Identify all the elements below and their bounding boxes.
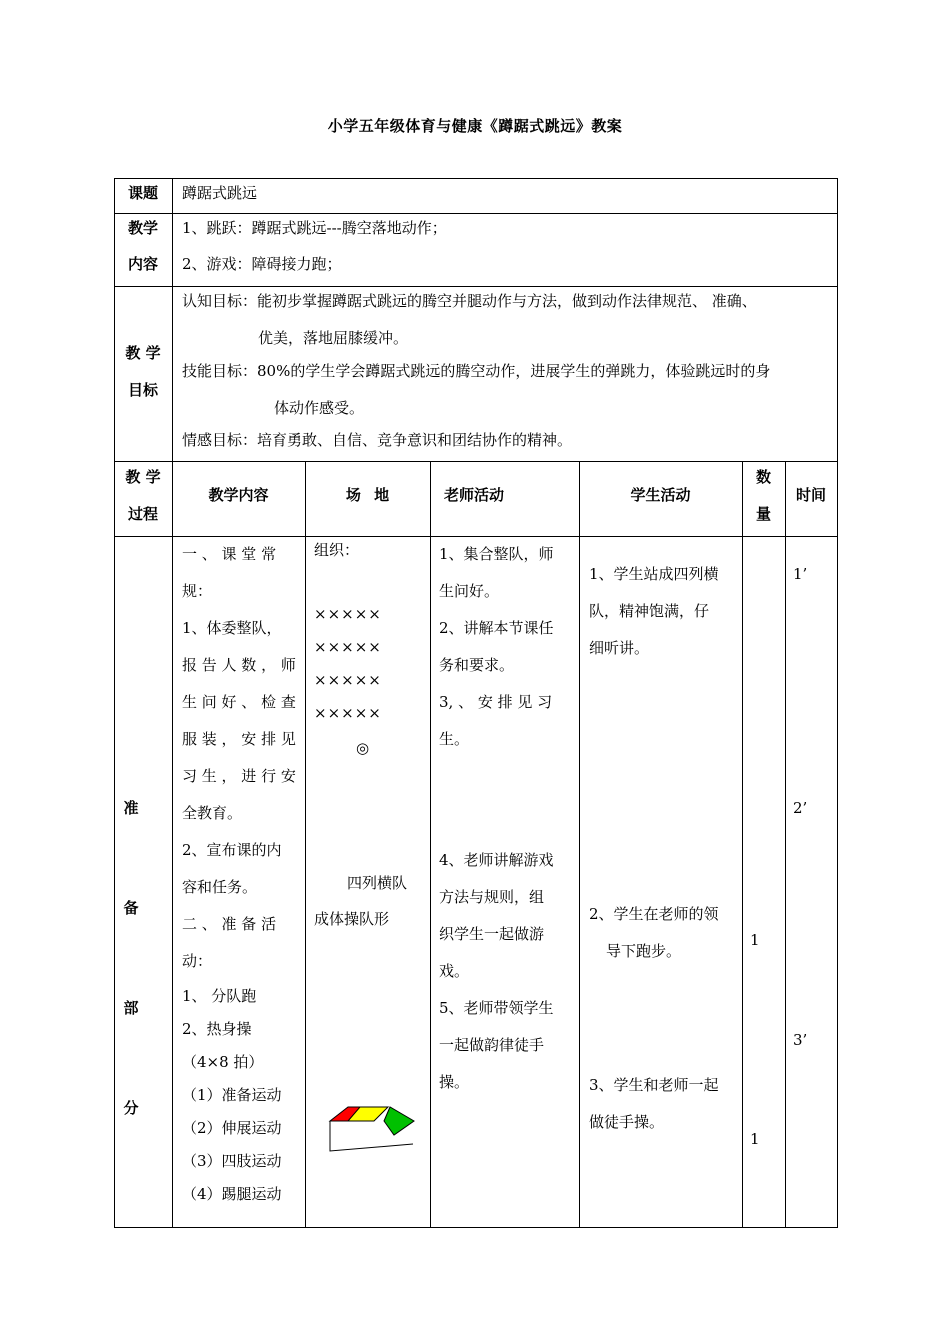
process-label: 教 学 (125, 468, 161, 486)
goals-label: 目标 (127, 381, 158, 399)
goal-skill: 技能目标：80%的学生学会蹲踞式跳远的腾空动作，进展学生的弹跳力，体验跳远时的身 (182, 362, 771, 380)
section-char: 分 (123, 1099, 139, 1117)
content-line: 1、 分队跑 (182, 987, 257, 1005)
table-rule (742, 461, 743, 1228)
formation-row: ××××× (314, 671, 382, 689)
jump-mat-icon (328, 1106, 418, 1158)
table-rule (305, 461, 306, 1228)
student-line: 队，精神饱满，仔 (589, 602, 710, 620)
col-header-venue: 场 地 (345, 486, 390, 504)
student-line: 3、学生和老师一起 (589, 1076, 719, 1094)
content-line: （1）准备运动 (182, 1086, 282, 1104)
teacher-line: 生问好。 (439, 582, 500, 600)
content-line: （4）踢腿运动 (182, 1185, 282, 1203)
teacher-line: 一起做韵律徒手 (439, 1036, 545, 1054)
content-line: （2）伸展运动 (182, 1119, 282, 1137)
topic-label: 课题 (127, 184, 158, 202)
content-line: 容和任务。 (182, 878, 258, 896)
goal-skill: 体动作感受。 (274, 399, 365, 417)
content-line: 2、宣布课的内 (182, 841, 282, 859)
time-value: 1’ (793, 565, 808, 583)
teacher-activities (439, 536, 554, 758)
teacher-line: 方法与规则，组 (439, 888, 545, 906)
lesson-plan-table (114, 178, 838, 1228)
content-line: 报 告 人 数 ， 师 (182, 656, 296, 674)
content-line: 规： (182, 582, 213, 600)
content-line: 二 、 准 备 活 (182, 915, 277, 933)
table-rule (114, 286, 838, 287)
content-line: （4×8 拍） (182, 1053, 264, 1071)
time-value: 2’ (793, 799, 808, 817)
table-rule (114, 178, 838, 179)
prep-content (182, 536, 296, 1211)
content-line: （3）四肢运动 (182, 1152, 282, 1170)
student-line: 1、学生站成四列横 (589, 565, 719, 583)
venue-desc: 四列横队 (347, 874, 408, 892)
venue-org-label: 组织： (314, 541, 360, 559)
student-line: 导下跑步。 (606, 942, 682, 960)
student-activities (589, 1067, 719, 1141)
teacher-line: 务和要求。 (439, 656, 515, 674)
goal-emotion: 情感目标：培育勇敢、自信、竞争意识和团结协作的精神。 (182, 431, 573, 449)
section-char: 准 (123, 799, 139, 817)
teacher-position-icon: ◎ (355, 739, 370, 757)
content-line: 服 装 ， 安 排 见 (182, 730, 296, 748)
table-rule (114, 461, 838, 462)
col-header-student: 学生活动 (630, 486, 691, 504)
teacher-line: 4、老师讲解游戏 (439, 851, 554, 869)
teacher-line: 3, 、 安 排 见 习 (439, 693, 553, 711)
content-line: 2、热身操 (182, 1020, 252, 1038)
teacher-line: 生。 (439, 730, 470, 748)
formation-row: ××××× (314, 605, 382, 623)
qty-value: 1 (750, 931, 760, 949)
content-line: 一 、 课 堂 常 (182, 545, 277, 563)
content-label: 教学 (127, 219, 158, 237)
student-activities (589, 896, 719, 970)
formation (314, 598, 382, 730)
topic-value: 蹲踞式跳远 (182, 184, 258, 202)
content-label: 内容 (127, 255, 158, 273)
teacher-activities (439, 842, 554, 1101)
teacher-line: 5、老师带领学生 (439, 999, 554, 1017)
goal-cognitive: 认知目标：能初步掌握蹲踞式跳远的腾空并腿动作与方法，做到动作法律规范、 准确、 (182, 292, 757, 310)
table-rule (785, 461, 786, 1228)
student-line: 细听讲。 (589, 639, 650, 657)
content-line: 全教育。 (182, 804, 243, 822)
teacher-line: 操。 (439, 1073, 470, 1091)
time-value: 3’ (793, 1031, 808, 1049)
table-rule (430, 461, 431, 1228)
content-item: 1、跳跃：蹲踞式跳远---腾空落地动作； (182, 219, 447, 237)
student-line: 2、学生在老师的领 (589, 905, 719, 923)
teacher-line: 戏。 (439, 962, 470, 980)
goals-label: 教 学 (125, 344, 161, 362)
table-rule (579, 461, 580, 1228)
content-line: 1、体委整队， (182, 619, 282, 637)
student-line: 做徒手操。 (589, 1113, 665, 1131)
content-line: 习 生 ， 进 行 安 (182, 767, 296, 785)
table-rule (837, 178, 838, 1228)
col-header-qty: 量 (755, 505, 771, 523)
process-label: 过程 (127, 505, 158, 523)
page-title: 小学五年级体育与健康《蹲踞式跳远》教案 (327, 117, 623, 135)
student-activities (589, 556, 719, 667)
qty-value: 1 (750, 1130, 760, 1148)
content-line: 生 问 好 、 检 查 (182, 693, 296, 711)
content-line: 动： (182, 952, 213, 970)
teacher-line: 1、集合整队，师 (439, 545, 554, 563)
teacher-line: 织学生一起做游 (439, 925, 545, 943)
col-header-content: 教学内容 (208, 486, 269, 504)
table-rule (114, 178, 115, 1228)
teacher-line: 2、讲解本节课任 (439, 619, 554, 637)
col-header-teacher: 老师活动 (444, 486, 505, 504)
table-rule (114, 213, 838, 214)
section-char: 部 (123, 999, 139, 1017)
goal-cognitive: 优美，落地屈膝缓冲。 (258, 329, 409, 347)
section-char: 备 (123, 899, 139, 917)
content-item: 2、游戏：障碍接力跑； (182, 255, 342, 273)
table-rule (114, 1227, 838, 1228)
formation-row: ××××× (314, 638, 382, 656)
col-header-qty: 数 (755, 468, 771, 486)
col-header-time: 时间 (795, 486, 826, 504)
formation-row: ××××× (314, 704, 382, 722)
table-rule (172, 178, 173, 1228)
venue-desc: 成体操队形 (314, 910, 390, 928)
